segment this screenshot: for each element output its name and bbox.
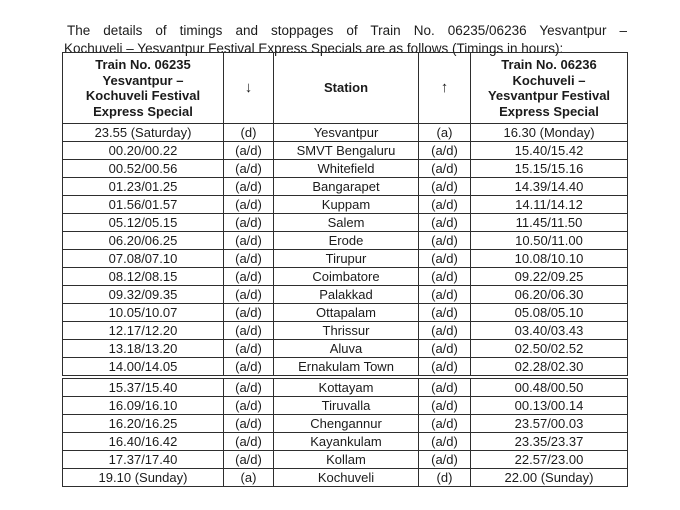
table-row	[63, 160, 628, 178]
train-06235-header-line: Train No. 06235	[95, 57, 191, 72]
up-mark-cell: (a/d)	[419, 304, 471, 322]
down-time-cell: 12.17/12.20	[63, 322, 224, 340]
up-mark-cell: (a/d)	[419, 451, 471, 469]
down-mark-cell: (a/d)	[224, 304, 274, 322]
train-06235-header-line: Yesvantpur –	[102, 72, 184, 88]
down-time-cell: 14.00/14.05	[63, 358, 224, 378]
station-cell: Salem	[274, 214, 419, 232]
down-time-cell: 08.12/08.15	[63, 268, 224, 286]
down-mark-cell: (a/d)	[224, 232, 274, 250]
table-row	[63, 286, 628, 304]
down-time-cell: 15.37/15.40	[63, 377, 224, 397]
up-time-cell: 23.57/00.03	[471, 415, 628, 433]
up-time-cell: 22.57/23.00	[471, 451, 628, 469]
station-cell: Ottapalam	[274, 304, 419, 322]
up-mark-cell: (a/d)	[419, 397, 471, 415]
train-06235-header-line: Kochuveli Festival	[85, 88, 201, 103]
down-time-cell: 00.52/00.56	[63, 160, 224, 178]
up-time-cell: 00.48/00.50	[471, 377, 628, 397]
table-row	[63, 124, 628, 142]
station-cell: Ernakulam Town	[274, 358, 419, 378]
down-mark-cell: (a/d)	[224, 377, 274, 397]
up-time-cell: 23.35/23.37	[471, 433, 628, 451]
up-time-cell: 15.40/15.42	[471, 142, 628, 160]
up-mark-cell: (a/d)	[419, 268, 471, 286]
up-time-cell: 02.28/02.30	[471, 358, 628, 378]
header-row	[63, 53, 628, 124]
down-mark-cell: (a/d)	[224, 433, 274, 451]
station-cell: Thrissur	[274, 322, 419, 340]
station-cell: Tiruvalla	[274, 397, 419, 415]
table-row	[63, 142, 628, 160]
station-cell: Aluva	[274, 340, 419, 358]
train-06236-header-line: Yesvantpur Festival	[487, 88, 611, 103]
up-mark-cell: (a/d)	[419, 178, 471, 196]
up-time-cell: 10.08/10.10	[471, 250, 628, 268]
station-cell: Kochuveli	[274, 469, 419, 487]
table-row	[63, 232, 628, 250]
up-mark-cell: (a)	[419, 124, 471, 142]
up-time-cell: 22.00 (Sunday)	[471, 469, 628, 487]
table-row	[63, 397, 628, 415]
up-mark-cell: (d)	[419, 469, 471, 487]
train-06235-header-cell	[63, 53, 224, 124]
down-mark-cell: (a/d)	[224, 322, 274, 340]
up-mark-cell: (a/d)	[419, 322, 471, 340]
up-mark-cell: (a/d)	[419, 160, 471, 178]
train-06236-header-line: Express Special	[499, 103, 599, 119]
up-time-cell: 06.20/06.30	[471, 286, 628, 304]
up-time-cell: 10.50/11.00	[471, 232, 628, 250]
table-row	[63, 358, 628, 378]
up-time-cell: 14.11/14.12	[471, 196, 628, 214]
train-06236-header-line: Kochuveli –	[512, 72, 586, 88]
station-cell: Palakkad	[274, 286, 419, 304]
up-time-cell: 16.30 (Monday)	[471, 124, 628, 142]
station-cell: Kottayam	[274, 377, 419, 397]
intro-line-2: Kochuveli – Yesvantpur Festival Express Specials are as follows (Timings in hours):	[64, 40, 564, 56]
table-row	[63, 433, 628, 451]
up-mark-cell: (a/d)	[419, 415, 471, 433]
down-time-cell: 06.20/06.25	[63, 232, 224, 250]
table-row	[63, 469, 628, 487]
table-row	[63, 178, 628, 196]
station-cell: Kollam	[274, 451, 419, 469]
down-arrow-icon: ↓	[244, 79, 253, 97]
up-time-cell: 00.13/00.14	[471, 397, 628, 415]
down-direction-header-cell	[224, 53, 274, 124]
up-mark-cell: (a/d)	[419, 214, 471, 232]
up-mark-cell: (a/d)	[419, 232, 471, 250]
station-cell: Bangarapet	[274, 178, 419, 196]
station-cell: Whitefield	[274, 160, 419, 178]
station-cell: Coimbatore	[274, 268, 419, 286]
up-mark-cell: (a/d)	[419, 196, 471, 214]
down-mark-cell: (a/d)	[224, 340, 274, 358]
down-time-cell: 19.10 (Sunday)	[63, 469, 224, 487]
down-time-cell: 10.05/10.07	[63, 304, 224, 322]
down-mark-cell: (a/d)	[224, 286, 274, 304]
down-mark-cell: (a)	[224, 469, 274, 487]
train-06236-header-line: Train No. 06236	[501, 57, 597, 72]
down-time-cell: 23.55 (Saturday)	[63, 124, 224, 142]
down-mark-cell: (a/d)	[224, 451, 274, 469]
up-mark-cell: (a/d)	[419, 250, 471, 268]
up-time-cell: 15.15/15.16	[471, 160, 628, 178]
down-time-cell: 13.18/13.20	[63, 340, 224, 358]
up-mark-cell: (a/d)	[419, 142, 471, 160]
up-mark-cell: (a/d)	[419, 340, 471, 358]
down-mark-cell: (a/d)	[224, 268, 274, 286]
up-arrow-icon: ↑	[440, 79, 449, 97]
down-mark-cell: (a/d)	[224, 178, 274, 196]
down-time-cell: 16.40/16.42	[63, 433, 224, 451]
down-mark-cell: (a/d)	[224, 160, 274, 178]
down-mark-cell: (a/d)	[224, 358, 274, 378]
down-mark-cell: (a/d)	[224, 142, 274, 160]
down-time-cell: 17.37/17.40	[63, 451, 224, 469]
up-time-cell: 02.50/02.52	[471, 340, 628, 358]
table-row	[63, 377, 628, 397]
down-time-cell: 05.12/05.15	[63, 214, 224, 232]
train-timings-table	[62, 52, 628, 487]
down-time-cell: 01.56/01.57	[63, 196, 224, 214]
table-row	[63, 304, 628, 322]
down-mark-cell: (a/d)	[224, 250, 274, 268]
up-direction-header-cell	[419, 53, 471, 124]
station-cell: Kayankulam	[274, 433, 419, 451]
table-row	[63, 268, 628, 286]
table-row	[63, 214, 628, 232]
down-time-cell: 01.23/01.25	[63, 178, 224, 196]
down-time-cell: 09.32/09.35	[63, 286, 224, 304]
down-mark-cell: (a/d)	[224, 196, 274, 214]
station-cell: Kuppam	[274, 196, 419, 214]
table-row	[63, 196, 628, 214]
down-time-cell: 07.08/07.10	[63, 250, 224, 268]
intro-line-1: The details of timings and stoppages of Train No. 06235/06236 Yesvantpur –	[67, 22, 627, 38]
up-mark-cell: (a/d)	[419, 286, 471, 304]
station-cell: SMVT Bengaluru	[274, 142, 419, 160]
up-time-cell: 14.39/14.40	[471, 178, 628, 196]
table-row	[63, 322, 628, 340]
down-time-cell: 16.20/16.25	[63, 415, 224, 433]
down-mark-cell: (d)	[224, 124, 274, 142]
up-mark-cell: (a/d)	[419, 358, 471, 378]
down-mark-cell: (a/d)	[224, 397, 274, 415]
train-06235-header-line: Express Special	[93, 103, 193, 119]
up-mark-cell: (a/d)	[419, 433, 471, 451]
station-cell: Chengannur	[274, 415, 419, 433]
station-cell: Erode	[274, 232, 419, 250]
table-row	[63, 451, 628, 469]
station-cell: Yesvantpur	[274, 124, 419, 142]
station-header-cell: Station	[274, 53, 419, 124]
down-mark-cell: (a/d)	[224, 214, 274, 232]
table-row	[63, 415, 628, 433]
table-row	[63, 340, 628, 358]
up-time-cell: 11.45/11.50	[471, 214, 628, 232]
up-time-cell: 09.22/09.25	[471, 268, 628, 286]
down-mark-cell: (a/d)	[224, 415, 274, 433]
down-time-cell: 16.09/16.10	[63, 397, 224, 415]
up-time-cell: 03.40/03.43	[471, 322, 628, 340]
up-time-cell: 05.08/05.10	[471, 304, 628, 322]
up-mark-cell: (a/d)	[419, 377, 471, 397]
table-row	[63, 250, 628, 268]
train-06236-header-cell	[471, 53, 628, 124]
down-time-cell: 00.20/00.22	[63, 142, 224, 160]
station-cell: Tirupur	[274, 250, 419, 268]
